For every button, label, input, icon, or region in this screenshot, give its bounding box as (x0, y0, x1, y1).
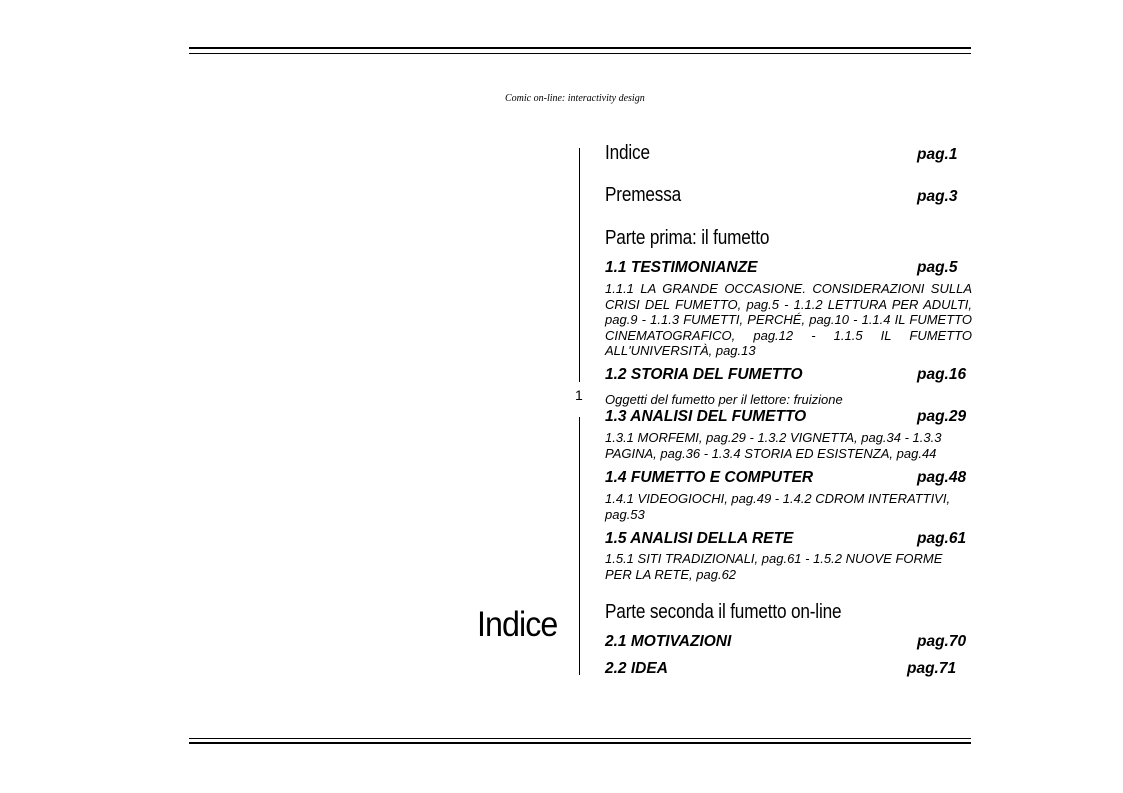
toc-premessa-label: Premessa (605, 184, 682, 206)
toc-2-2-label: 2.2 IDEA (605, 660, 668, 677)
toc-1-3-label: 1.3 ANALISI DEL FUMETTO (605, 408, 807, 425)
toc-premessa-page: pag.3 (917, 188, 958, 205)
running-header: Comic on-line: interactivity design (505, 93, 645, 104)
toc-indice-page: pag.1 (917, 146, 958, 163)
toc-note: Oggetti del fumetto per il lettore: fruizione (605, 392, 843, 407)
top-rule-thick (189, 47, 971, 49)
toc-1-2-page: pag.16 (917, 366, 967, 383)
toc-2-1-page: pag.70 (917, 633, 967, 650)
toc-1-1-page: pag.5 (917, 259, 958, 276)
section-title: Indice (476, 605, 557, 644)
toc-indice-label: Indice (605, 142, 650, 164)
bottom-rule-thin (189, 738, 971, 739)
toc-parte-seconda: Parte seconda il fumetto on-line (605, 601, 842, 623)
top-rule-thin (189, 53, 971, 54)
divider-lower (579, 417, 580, 675)
toc-1-3-page: pag.29 (917, 408, 967, 425)
toc-1-4-page: pag.48 (917, 469, 967, 486)
toc-1-5-label: 1.5 ANALISI DELLA RETE (605, 530, 794, 547)
toc-1-2-label: 1.2 STORIA DEL FUMETTO (605, 366, 803, 383)
toc-1-3-detail: 1.3.1 MORFEMI, pag.29 - 1.3.2 VIGNETTA, pag.34 - 1.3.3 PAGINA, pag.36 - 1.3.4 STORIA ED ESISTENZA, pag.44 (605, 430, 942, 461)
toc-2-1-label: 2.1 MOTIVAZIONI (605, 633, 732, 650)
page-number: 1 (575, 387, 583, 403)
toc-2-2-page: pag.71 (907, 660, 957, 677)
bottom-rule-thick (189, 742, 971, 744)
toc-1-4-detail: 1.4.1 VIDEOGIOCHI, pag.49 - 1.4.2 CDROM INTERATTIVI, pag.53 (605, 491, 951, 522)
divider-upper (579, 148, 580, 382)
toc-1-5-detail: 1.5.1 SITI TRADIZIONALI, pag.61 - 1.5.2 NUOVE FORME PER LA RETE, pag.62 (605, 551, 943, 582)
toc-parte-prima: Parte prima: il fumetto (605, 227, 770, 249)
toc-1-5-page: pag.61 (917, 530, 967, 547)
toc-1-1-detail: 1.1.1 LA GRANDE OCCASIONE. CONSIDERAZIONI SULLA CRISI DEL FUMETTO, pag.5 - 1.1.2 LETTURA PER ADULTI, pag.9 - 1.1.3 FUMETTI, PERCHÉ, pag.10 - 1.1.4 IL FUMETTO CINEMATOGRAFICO, pag.12 - 1.1.5 IL FUMETTO ALL'UNIVERSITÀ, pag.13 (605, 281, 972, 359)
toc-1-4-label: 1.4 FUMETTO E COMPUTER (605, 469, 814, 486)
toc-1-1-label: 1.1 TESTIMONIANZE (605, 259, 758, 276)
